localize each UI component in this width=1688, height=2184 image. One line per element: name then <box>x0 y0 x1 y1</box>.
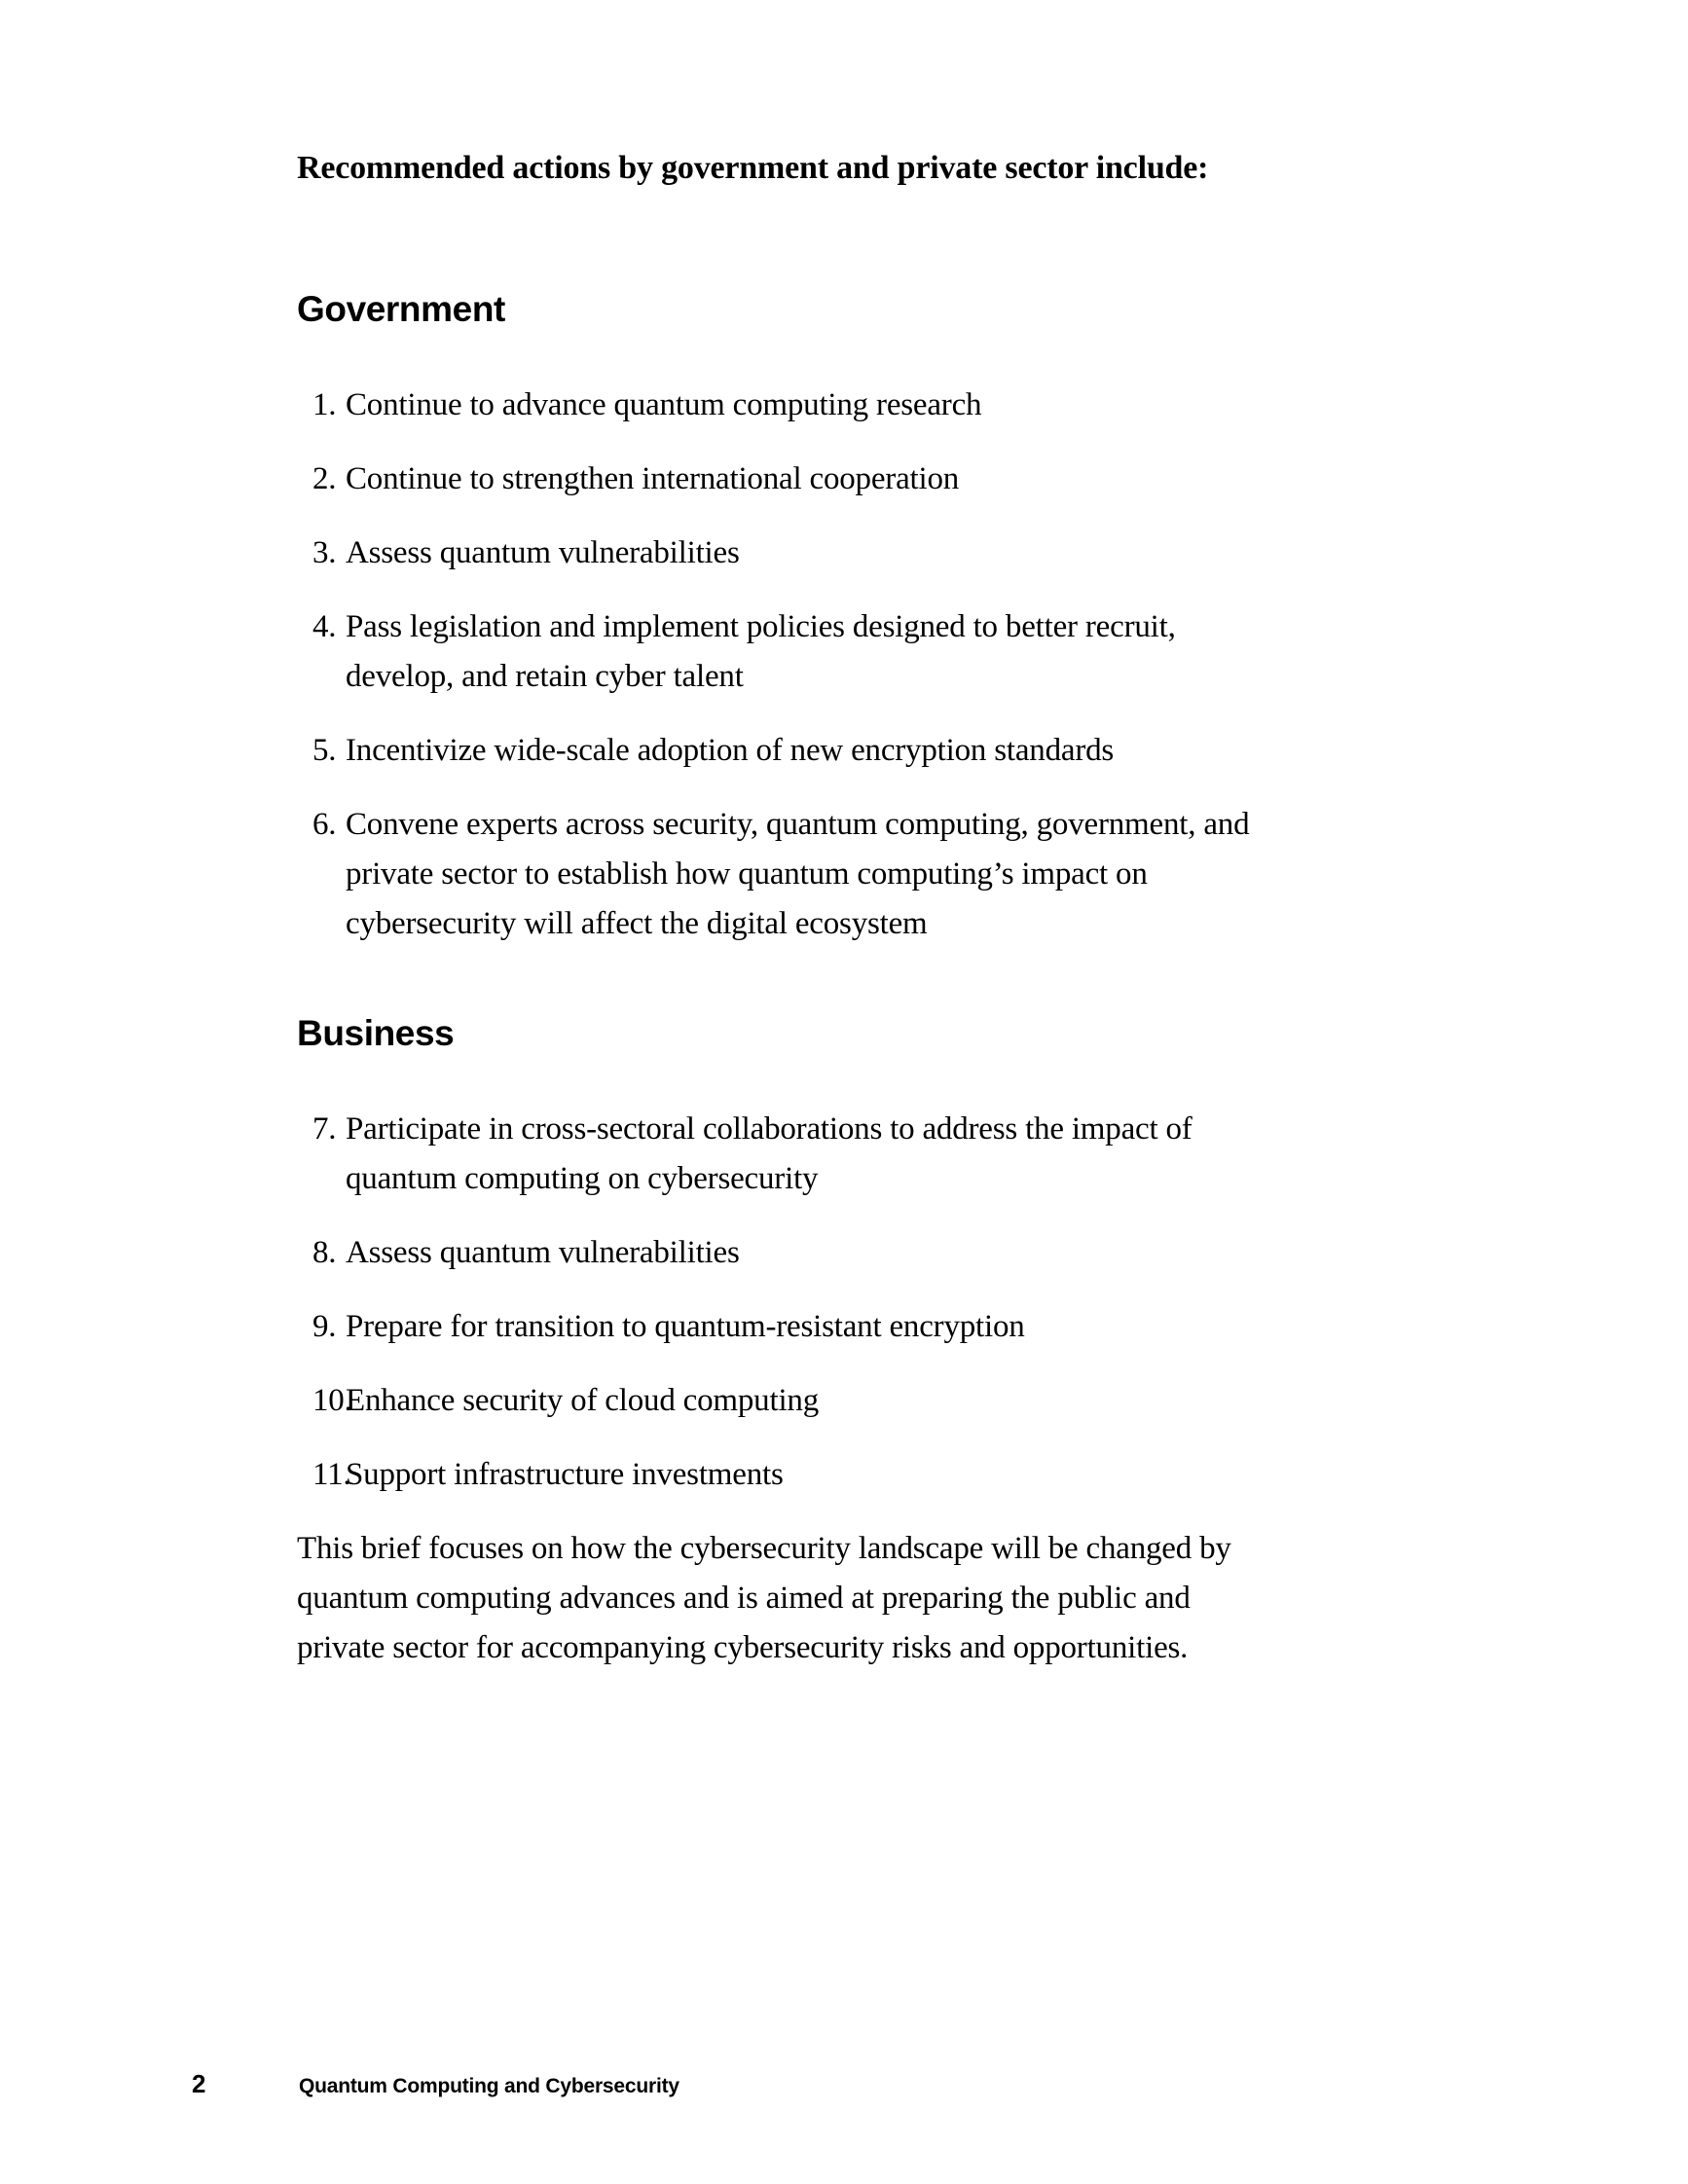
list-item-number: 1. <box>312 387 337 422</box>
section-heading-business: Business <box>297 1013 455 1053</box>
intro-statement: Recommended actions by government and private sector include: <box>297 150 1209 186</box>
page-footer <box>0 2069 1688 2102</box>
list-item <box>297 1450 1282 1500</box>
list-item <box>297 1105 1282 1204</box>
list-item-number: 8. <box>312 1235 337 1270</box>
list-item-text: Assess quantum vulnerabilities <box>346 1235 740 1270</box>
closing-paragraph: This brief focuses on how the cybersecurity landscape will be changed by quantum computing advances and is aimed at preparing the public and private sector for accompanying cybersecurity risks and opportunities. <box>297 1531 1231 1665</box>
list-item-text: Enhance security of cloud computing <box>346 1383 820 1418</box>
list-item-text: Pass legislation and implement policies designed to better recruit, develop, and retain cyber talent <box>346 609 1176 694</box>
list-item-number: 5. <box>312 733 337 768</box>
business-action-list <box>297 1105 1282 1500</box>
list-item <box>297 1228 1282 1278</box>
list-item <box>297 528 1282 578</box>
list-item-text: Continue to advance quantum computing research <box>346 387 982 422</box>
government-action-list <box>297 381 1282 949</box>
list-item <box>297 602 1282 702</box>
list-item-text: Continue to strengthen international cooperation <box>346 461 960 496</box>
footer-document-title: Quantum Computing and Cybersecurity <box>299 2075 679 2097</box>
list-item-number: 9. <box>312 1309 337 1344</box>
list-item-text: Prepare for transition to quantum-resistant encryption <box>346 1309 1025 1344</box>
list-item <box>297 381 1282 430</box>
list-item-text: Participate in cross-sectoral collaborations to address the impact of quantum computing on cybersecurity <box>346 1111 1193 1196</box>
list-item-number: 10. <box>312 1383 352 1418</box>
list-item <box>297 1302 1282 1352</box>
list-item-text: Support infrastructure investments <box>346 1457 784 1492</box>
list-item-number: 4. <box>312 609 337 644</box>
list-item <box>297 800 1282 949</box>
list-item-number: 11. <box>312 1457 351 1492</box>
list-item <box>297 455 1282 504</box>
list-item-number: 6. <box>312 807 337 842</box>
page-content <box>297 146 1282 1673</box>
list-item <box>297 726 1282 776</box>
list-item-number: 7. <box>312 1111 337 1147</box>
list-item <box>297 1376 1282 1426</box>
list-item-text: Convene experts across security, quantum computing, government, and private sector to establish how quantum computing’s impact on cybersecurity will affect the digital ecosystem <box>346 807 1250 941</box>
list-item-text: Incentivize wide-scale adoption of new encryption standards <box>346 733 1115 768</box>
list-item-number: 3. <box>312 535 337 570</box>
page-number: 2 <box>192 2069 206 2098</box>
list-item-text: Assess quantum vulnerabilities <box>346 535 740 570</box>
section-heading-government: Government <box>297 289 505 329</box>
list-item-number: 2. <box>312 461 337 496</box>
